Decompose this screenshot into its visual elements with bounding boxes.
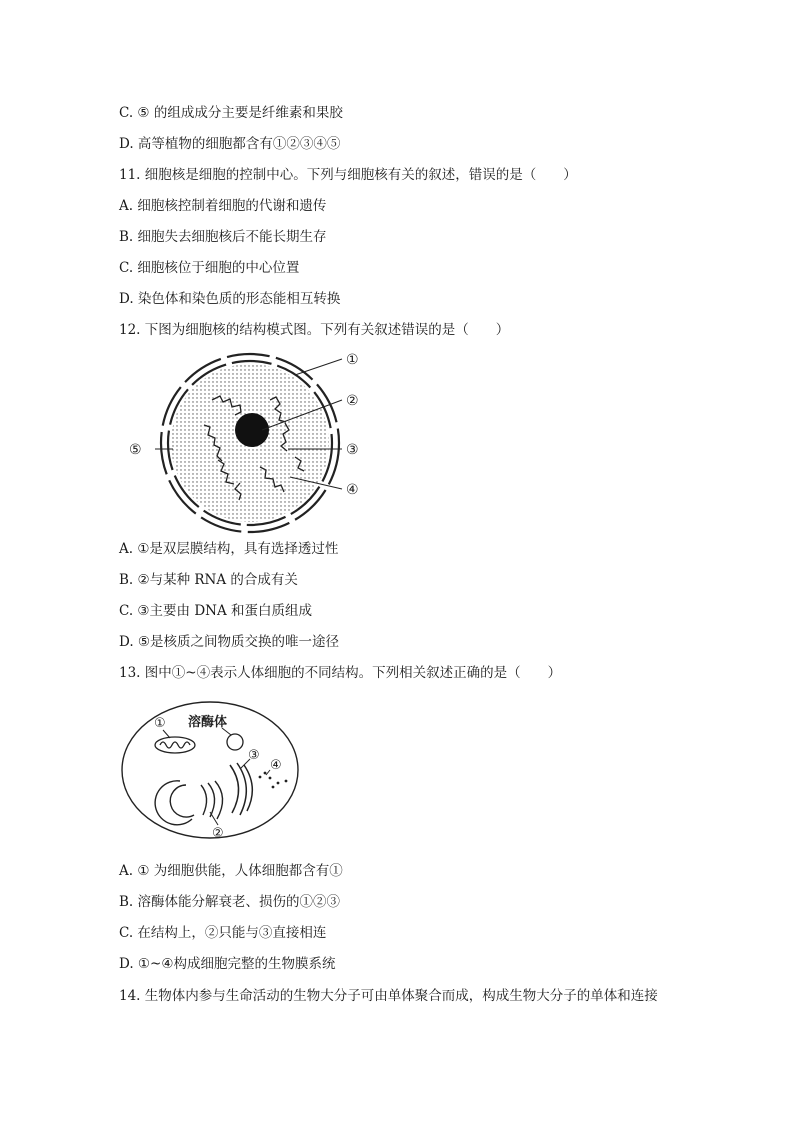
q11-option-b: B. 细胞失去细胞核后不能长期生存 (119, 229, 327, 245)
q11-option-c: C. 细胞核位于细胞的中心位置 (119, 260, 300, 276)
q12-option-d: D. ⑤是核质之间物质交换的唯一途径 (119, 634, 340, 650)
endoplasmic-reticulum (155, 781, 222, 825)
vesicles (259, 772, 288, 789)
label-3: ③ (346, 442, 359, 458)
q13-option-d: D. ①~④构成细胞完整的生物膜系统 (119, 956, 336, 972)
q12-option-b: B. ②与某种 RNA 的合成有关 (119, 572, 298, 588)
label-1: ① (346, 352, 359, 368)
q13-option-a: A. ① 为细胞供能，人体细胞都含有① (119, 863, 343, 879)
mitochondrion (155, 737, 195, 753)
q10-option-d: D. 高等植物的细胞都含有①②③④⑤ (119, 136, 341, 152)
q11-option-d: D. 染色体和染色质的形态能相互转换 (119, 291, 341, 307)
q13-stem: 13. 图中①~④表示人体细胞的不同结构。下列相关叙述正确的是（ ） (119, 665, 562, 681)
label-1: ① (154, 716, 166, 731)
q11-stem: 11. 细胞核是细胞的控制中心。下列与细胞核有关的叙述，错误的是（ ） (119, 167, 577, 183)
q10-option-c: C. ⑤ 的组成成分主要是纤维素和果胶 (119, 105, 343, 121)
label-3: ③ (248, 748, 260, 763)
q13-option-b: B. 溶酶体能分解衰老、损伤的①②③ (119, 894, 341, 910)
nucleus-diagram (120, 345, 380, 535)
label-4: ④ (346, 482, 359, 498)
cell-diagram (118, 697, 303, 847)
golgi-apparatus (230, 763, 252, 815)
q12-option-c: C. ③主要由 DNA 和蛋白质组成 (119, 603, 313, 619)
lysosome (227, 734, 243, 750)
q14-stem: 14. 生物体内参与生命活动的生物大分子可由单体聚合而成，构成生物大分子的单体和连接 (119, 988, 658, 1004)
label-5: ⑤ (129, 442, 142, 458)
q11-option-a: A. 细胞核控制着细胞的代谢和遗传 (119, 198, 327, 214)
label-2: ② (212, 826, 224, 841)
lysosome-label: 溶酶体 (188, 715, 228, 730)
label-2: ② (346, 393, 359, 409)
nucleolus (235, 413, 269, 447)
q12-option-a: A. ①是双层膜结构，具有选择透过性 (119, 541, 339, 557)
q12-stem: 12. 下图为细胞核的结构模式图。下列有关叙述错误的是（ ） (119, 322, 510, 338)
q13-option-c: C. 在结构上，②只能与③直接相连 (119, 925, 327, 941)
label-4: ④ (270, 758, 282, 773)
